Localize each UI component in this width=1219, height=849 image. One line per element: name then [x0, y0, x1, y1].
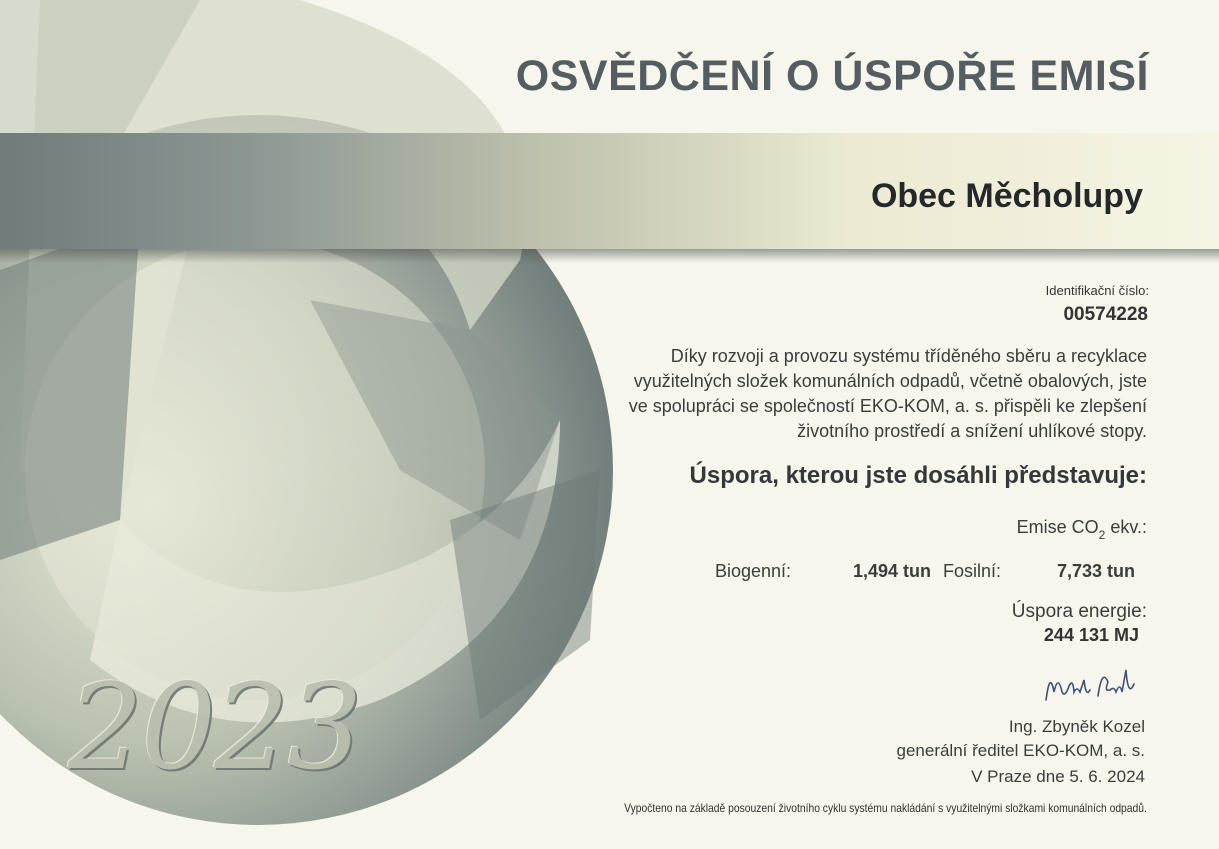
year-label: 2023: [68, 658, 361, 796]
biogenic-label: Biogenní:: [715, 561, 792, 581]
emissions-label-prefix: Emise CO: [1016, 517, 1099, 537]
emissions-label-subscript: 2: [1098, 528, 1106, 542]
energy-savings-label: Úspora energie:: [1011, 601, 1147, 622]
savings-heading: Úspora, kterou jste dosáhli představuje:: [689, 462, 1147, 489]
fossil-value: 7,733 tun: [1057, 561, 1136, 581]
biogenic-value: 1,494 tun: [853, 561, 932, 581]
emissions-label: [1016, 517, 1147, 542]
signer-name: Ing. Zbyněk Kozel: [1008, 717, 1145, 736]
id-number-label: Identifikační číslo:: [1045, 283, 1149, 298]
certificate-title: OSVĚDČENÍ O ÚSPOŘE EMISÍ: [515, 52, 1149, 100]
recipient-name: Obec Měcholupy: [870, 177, 1143, 215]
place-and-date: V Praze dne 5. 6. 2024: [971, 767, 1145, 786]
emissions-label-suffix: ekv.:: [1105, 517, 1147, 537]
energy-savings-value: 244 131 MJ: [1043, 625, 1139, 645]
fossil-label: Fosilní:: [943, 561, 1002, 581]
handwritten-signature: [1040, 662, 1140, 712]
id-number-value: 00574228: [1063, 304, 1148, 325]
signer-role: generální ředitel EKO-KOM, a. s.: [896, 741, 1145, 760]
header-band-shadow: [0, 249, 1219, 263]
footnote-text: Vypočteno na základě posouzení životního cyklu systému nakládání s využitelnými složkami komunálních odpadů.: [624, 801, 1147, 815]
statement-text: Díky rozvoji a provozu systému tříděného sběru a recyklace využitelných složek komunálních odpadů, včetně obalových, jste ve spolupráci se společností EKO-KOM, a. s. přispěli ke zlepšení životního prostředí a snížení uhlíkové stopy.: [628, 346, 1147, 441]
